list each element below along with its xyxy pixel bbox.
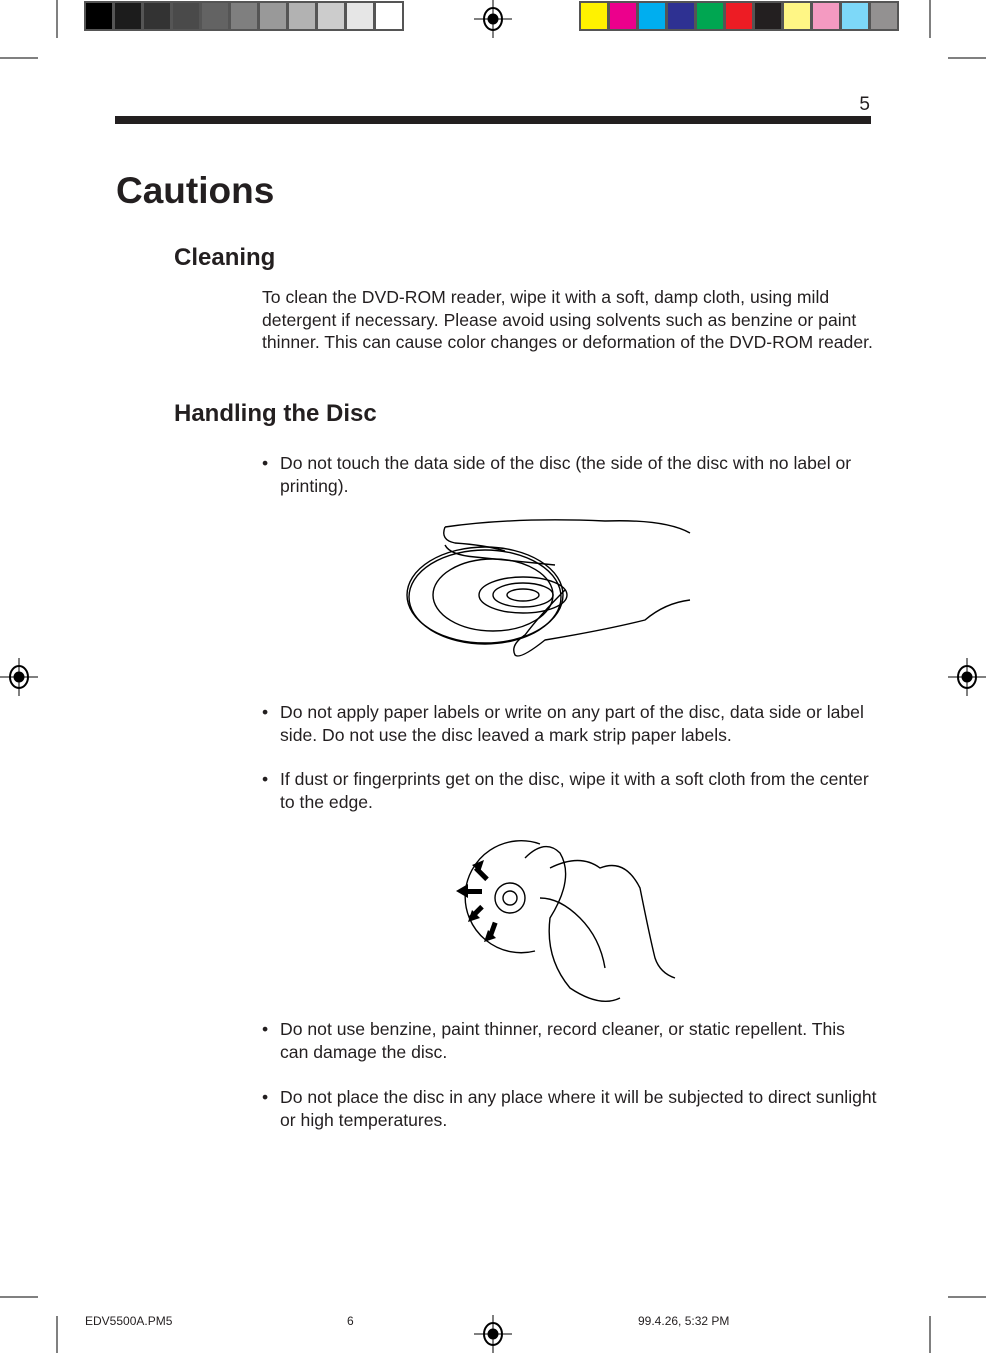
section-heading-cleaning: Cleaning [174, 244, 276, 271]
footer-filename: EDV5500A.PM5 [85, 1314, 173, 1328]
bullet-item: • Do not apply paper labels or write on any part of the disc, data side or label side. Do not use the disc leaved a mark strip paper labels. [262, 701, 877, 746]
cleaning-body: To clean the DVD-ROM reader, wipe it with a soft, damp cloth, using mild detergent if necessary. Please avoid using solvents such as benzine or paint thinner. This can cause color changes or deformation of the DVD-ROM reader. [262, 287, 873, 352]
page-title: Cautions [116, 170, 275, 211]
bullet-item: • Do not place the disc in any place where it will be subjected to direct sunlight or high temperatures. [262, 1086, 877, 1131]
bullet-item: • If dust or fingerprints get on the disc, wipe it with a soft cloth from the center to the edge. [262, 768, 877, 813]
footer-timestamp: 99.4.26, 5:32 PM [638, 1314, 730, 1328]
header-rule [115, 116, 871, 124]
hand-holding-disc-illustration [405, 515, 700, 665]
page-number: 5 [859, 94, 870, 115]
arrow-icons [456, 860, 498, 942]
wiping-disc-illustration [450, 838, 680, 1008]
section-heading-handling: Handling the Disc [174, 400, 377, 427]
bullet-item: • Do not touch the data side of the disc (the side of the disc with no label or printing). [262, 452, 877, 497]
footer-page: 6 [347, 1314, 354, 1328]
bullet-item: • Do not use benzine, paint thinner, record cleaner, or static repellent. This can damage the disc. [262, 1018, 877, 1063]
